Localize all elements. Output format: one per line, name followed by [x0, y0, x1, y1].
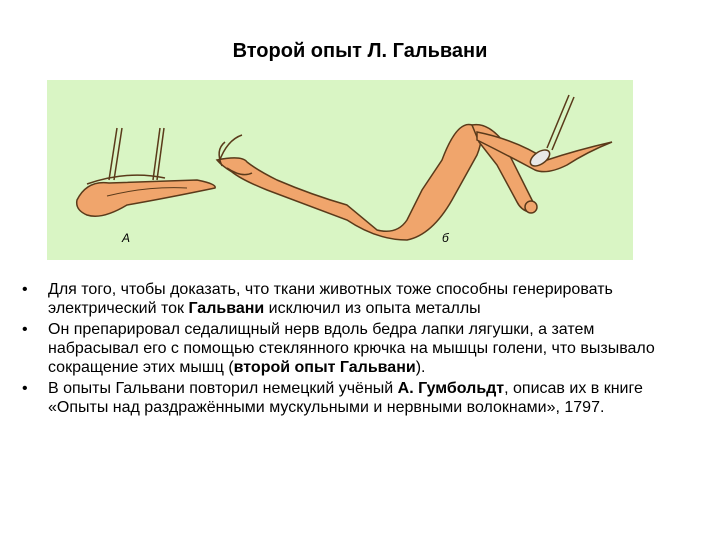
bullet-text: В опыты Гальвани повторил немецкий учёный: [48, 380, 398, 397]
bullet-bold-text: второй опыт Гальвани: [233, 359, 416, 376]
bullet-text: исключил из опыта металлы: [264, 300, 481, 317]
bullet-text: , описав их в книге «Опыты над раздражёнными мускульными и нервными волокнами», 1797.: [48, 380, 643, 416]
bullet-item: [22, 280, 682, 318]
muscle-a: [77, 180, 215, 216]
figure-b-frog-leg: [217, 95, 612, 240]
bullet-item: [22, 379, 682, 417]
frog-leg-muscle: [217, 124, 481, 240]
bullet-bold-text: А. Гумбольдт: [397, 380, 505, 397]
bullet-marker: •: [22, 321, 28, 338]
bullet-list: [22, 280, 682, 419]
bullet-marker: •: [22, 380, 28, 397]
bone-knob: [525, 201, 537, 213]
experiment-illustration: [47, 80, 633, 260]
bullet-bold-text: Гальвани: [188, 300, 265, 317]
slide-title: Второй опыт Л. Гальвани: [232, 40, 488, 62]
hook-handle: [547, 95, 569, 148]
bullet-item: [22, 320, 682, 377]
figure-label-a: А: [122, 231, 131, 245]
figure-label-b: б: [442, 231, 449, 245]
bullet-text: Для того, чтобы доказать, что ткани животных тоже способны генерировать электрический ток: [48, 281, 613, 317]
bullet-text: Он препарировал седалищный нерв вдоль бедра лапки лягушки, а затем набрасывал его с помощью стеклянного крючка на мышцы голени, что вызывало сокращение этих мышц (: [48, 321, 655, 376]
bullet-marker: •: [22, 281, 28, 298]
forceps-right: [153, 128, 160, 180]
bullet-text: ).: [415, 359, 426, 376]
figure-a-preparation: [77, 128, 215, 216]
